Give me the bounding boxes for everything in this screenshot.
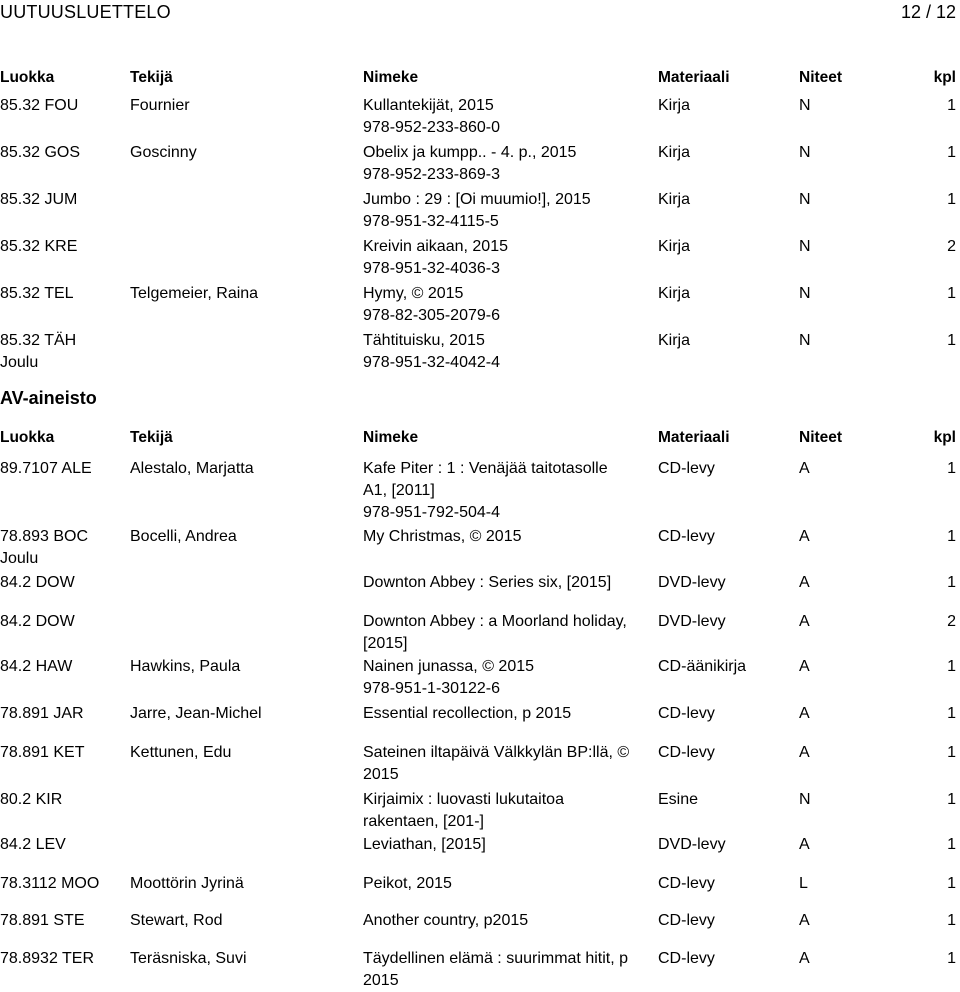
cell-nimeke [363, 703, 633, 725]
cell-materiaali: Esine [658, 791, 699, 808]
cell-title: Nainen junassa, © 2015 [363, 658, 535, 675]
cell-nimeke [363, 611, 633, 655]
cell-title: Leviathan, [2015] [363, 836, 486, 853]
cell-tekija: Moottörin Jyrinä [130, 875, 244, 892]
cell-niteet: N [799, 97, 811, 114]
cell-kpl: 1 [947, 705, 956, 722]
cell-title: Downton Abbey : Series six, [2015] [363, 574, 612, 591]
col-nimeke-header: Nimeke [363, 429, 419, 446]
cell-nimeke [363, 142, 633, 186]
cell-niteet: A [799, 912, 810, 929]
cell-materiaali: Kirja [658, 191, 691, 208]
cell-title: Tähtituisku, 2015 [363, 332, 485, 349]
cell-niteet: N [799, 332, 811, 349]
cell-isbn: 978-951-32-4115-5 [363, 213, 499, 230]
cell-kpl: 1 [947, 97, 956, 114]
cell-materiaali: CD-levy [658, 912, 715, 929]
cell-tekija: Alestalo, Marjatta [130, 460, 254, 477]
cell-nimeke [363, 948, 633, 992]
cell-kpl: 2 [947, 238, 956, 255]
cell-niteet: A [799, 574, 810, 591]
cell-materiaali: Kirja [658, 238, 691, 255]
cell-nimeke [363, 458, 633, 524]
col-kpl-header: kpl [933, 429, 956, 446]
cell-kpl: 1 [947, 144, 956, 161]
cell-isbn: 978-951-1-30122-6 [363, 680, 500, 697]
col-materiaali-header: Materiaali [658, 429, 730, 446]
cell-niteet: N [799, 285, 811, 302]
cell-luokka: 84.2 HAW [0, 658, 73, 675]
cell-title: Kullantekijät, 2015 [363, 97, 494, 114]
cell-title: Peikot, 2015 [363, 875, 452, 892]
av-section-title: AV-aineisto [0, 388, 97, 408]
col-tekija-header: Tekijä [130, 69, 173, 86]
cell-title: Downton Abbey : a Moorland holiday, [2015] [363, 613, 627, 652]
cell-nimeke [363, 330, 633, 374]
column-header-row-books [0, 69, 960, 91]
cell-kpl: 1 [947, 744, 956, 761]
cell-tekija: Hawkins, Paula [130, 658, 241, 675]
cell-materiaali: CD-levy [658, 528, 715, 545]
cell-materiaali: CD-levy [658, 460, 715, 477]
cell-luokka: 78.891 KET [0, 744, 85, 761]
cell-luokka: 85.32 TÄH [0, 332, 77, 349]
col-luokka-header: Luokka [0, 429, 55, 446]
cell-nimeke [363, 572, 633, 594]
cell-luokka: 85.32 TEL [0, 285, 74, 302]
cell-title: Kreivin aikaan, 2015 [363, 238, 508, 255]
cell-kpl: 1 [947, 574, 956, 591]
cell-luokka: 78.3112 MOO [0, 875, 100, 892]
cell-kpl: 1 [947, 791, 956, 808]
cell-title: Jumbo : 29 : [Oi muumio!], 2015 [363, 191, 591, 208]
cell-title: Täydellinen elämä : suurimmat hitit, p 2015 [363, 950, 628, 989]
cell-isbn: 978-82-305-2079-6 [363, 307, 500, 324]
cell-tekija: Bocelli, Andrea [130, 528, 237, 545]
cell-kpl: 1 [947, 950, 956, 967]
cell-isbn: 978-951-32-4036-3 [363, 260, 500, 277]
cell-niteet: N [799, 238, 811, 255]
cell-title: Obelix ja kumpp.. - 4. p., 2015 [363, 144, 577, 161]
cell-tekija: Stewart, Rod [130, 912, 223, 929]
cell-kpl: 1 [947, 658, 956, 675]
col-materiaali-header: Materiaali [658, 69, 730, 86]
cell-title: Essential recollection, p 2015 [363, 705, 572, 722]
cell-tekija: Teräsniska, Suvi [130, 950, 247, 967]
cell-materiaali: Kirja [658, 285, 691, 302]
cell-niteet: N [799, 791, 811, 808]
cell-materiaali: CD-äänikirja [658, 658, 747, 675]
col-nimeke-header: Nimeke [363, 69, 419, 86]
cell-luokka: 78.893 BOC [0, 528, 89, 545]
cell-niteet: A [799, 528, 810, 545]
cell-nimeke [363, 526, 633, 548]
cell-tekija: Jarre, Jean-Michel [130, 705, 262, 722]
cell-materiaali: CD-levy [658, 705, 715, 722]
cell-materiaali: CD-levy [658, 950, 715, 967]
col-tekija-header: Tekijä [130, 429, 173, 446]
cell-materiaali: CD-levy [658, 875, 715, 892]
cell-tekija: Kettunen, Edu [130, 744, 232, 761]
cell-kpl: 1 [947, 912, 956, 929]
cell-materiaali: DVD-levy [658, 574, 726, 591]
cell-materiaali: DVD-levy [658, 836, 726, 853]
cell-niteet: A [799, 950, 810, 967]
cell-nimeke [363, 873, 633, 895]
cell-title: Another country, p2015 [363, 912, 529, 929]
page-number: 12 / 12 [900, 2, 956, 22]
cell-kpl: 1 [947, 460, 956, 477]
cell-materiaali: DVD-levy [658, 613, 726, 630]
cell-nimeke [363, 656, 633, 700]
cell-niteet: N [799, 144, 811, 161]
cell-nimeke [363, 910, 633, 932]
cell-isbn: 978-952-233-860-0 [363, 119, 500, 136]
cell-kpl: 1 [947, 285, 956, 302]
cell-title: Kirjaimix : luovasti lukutaitoa rakentaen, [201-] [363, 791, 564, 830]
cell-luokka-note: Joulu [0, 354, 39, 371]
cell-luokka: 80.2 KIR [0, 791, 63, 808]
page-title: UUTUUSLUETTELO [0, 2, 171, 22]
cell-niteet: A [799, 744, 810, 761]
cell-isbn: 978-951-32-4042-4 [363, 354, 500, 371]
cell-luokka: 78.891 STE [0, 912, 85, 929]
cell-niteet: N [799, 191, 811, 208]
cell-nimeke [363, 236, 633, 280]
cell-tekija: Fournier [130, 97, 190, 114]
cell-luokka: 78.891 JAR [0, 705, 84, 722]
cell-materiaali: CD-levy [658, 744, 715, 761]
cell-materiaali: Kirja [658, 144, 691, 161]
cell-title: Kafe Piter : 1 : Venäjää taitotasolle A1, [2011] [363, 460, 608, 499]
cell-luokka-note: Joulu [0, 550, 39, 567]
cell-luokka: 85.32 JUM [0, 191, 78, 208]
cell-luokka: 85.32 GOS [0, 144, 81, 161]
cell-kpl: 2 [947, 613, 956, 630]
cell-niteet: A [799, 705, 810, 722]
cell-niteet: A [799, 460, 810, 477]
cell-nimeke [363, 742, 633, 786]
cell-materiaali: Kirja [658, 97, 691, 114]
cell-title: Sateinen iltapäivä Välkkylän BP:llä, © 2015 [363, 744, 630, 783]
cell-luokka: 84.2 DOW [0, 574, 75, 591]
cell-niteet: L [799, 875, 808, 892]
col-kpl-header: kpl [933, 69, 956, 86]
cell-nimeke [363, 283, 633, 327]
cell-luokka: 84.2 DOW [0, 613, 75, 630]
cell-niteet: A [799, 836, 810, 853]
cell-kpl: 1 [947, 875, 956, 892]
cell-kpl: 1 [947, 332, 956, 349]
col-luokka-header: Luokka [0, 69, 55, 86]
cell-materiaali: Kirja [658, 332, 691, 349]
cell-luokka: 89.7107 ALE [0, 460, 92, 477]
cell-kpl: 1 [947, 191, 956, 208]
cell-nimeke [363, 189, 633, 233]
cell-niteet: A [799, 613, 810, 630]
cell-tekija: Telgemeier, Raina [130, 285, 259, 302]
cell-luokka: 84.2 LEV [0, 836, 66, 853]
col-niteet-header: Niteet [799, 69, 843, 86]
cell-nimeke [363, 834, 633, 856]
cell-tekija: Goscinny [130, 144, 197, 161]
cell-title: Hymy, © 2015 [363, 285, 464, 302]
col-niteet-header: Niteet [799, 429, 843, 446]
cell-nimeke [363, 789, 633, 833]
cell-title: My Christmas, © 2015 [363, 528, 522, 545]
cell-kpl: 1 [947, 528, 956, 545]
column-header-row-av [0, 429, 960, 451]
cell-luokka: 85.32 FOU [0, 97, 79, 114]
cell-isbn: 978-952-233-869-3 [363, 166, 500, 183]
cell-kpl: 1 [947, 836, 956, 853]
cell-luokka: 78.8932 TER [0, 950, 94, 967]
cell-luokka: 85.32 KRE [0, 238, 78, 255]
cell-niteet: A [799, 658, 810, 675]
cell-nimeke [363, 95, 633, 139]
cell-isbn: 978-951-792-504-4 [363, 504, 500, 521]
